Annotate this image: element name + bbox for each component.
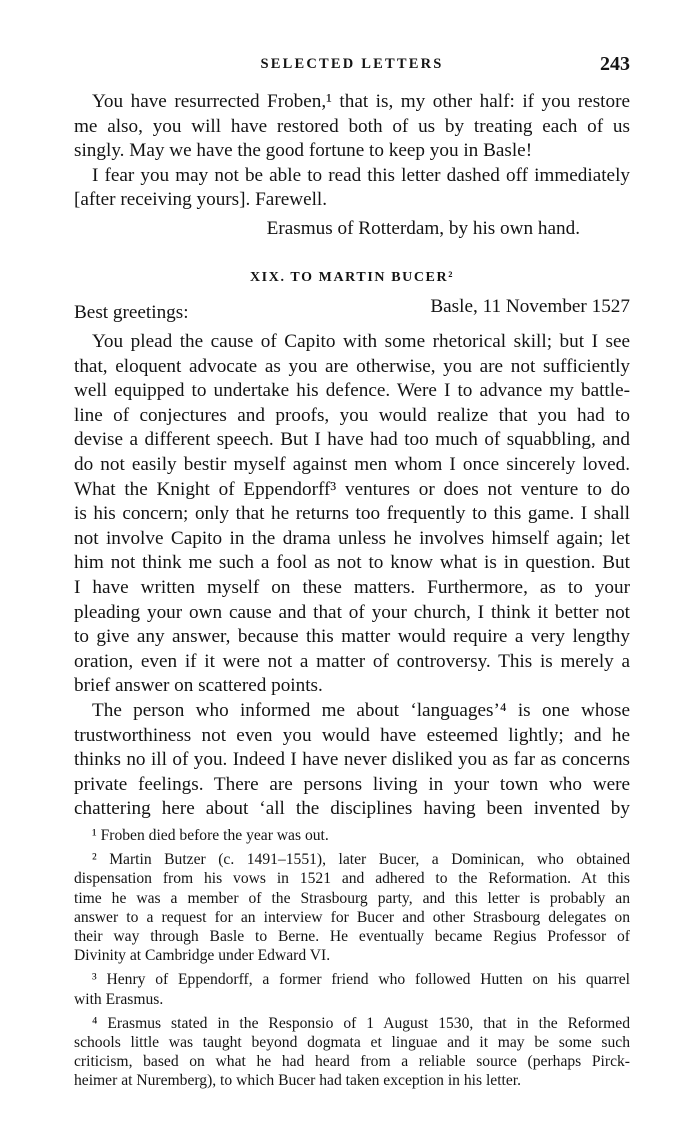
- footnote-3: [74, 970, 630, 1008]
- footnote-2: [74, 850, 630, 965]
- footnote-4: [74, 1014, 630, 1091]
- footnote-line: heimer at Nuremberg), to which Bucer had taken exception in his letter.: [74, 1072, 522, 1090]
- running-head: [74, 53, 630, 80]
- text-line: I have written myself on these matters. Furthermore, as to your: [74, 576, 630, 598]
- footnotes: [74, 826, 630, 1095]
- footnote-line: criticism, based on what he had heard from a reliable source (perhaps Pirck-: [74, 1053, 630, 1071]
- footnote-line: Divinity at Cambridge under Edward VI.: [74, 947, 331, 965]
- place-and-date: Basle, 11 November 1527: [430, 296, 630, 317]
- footnote-line: ³ Henry of Eppendorff, a former friend who followed Hutten on his quarrel: [92, 971, 630, 989]
- text-line: me also, you will have restored both of us by treating each of us: [74, 115, 630, 137]
- footnote-line: answer to a request for an interview for Bucer and other Strasbourg delegates on: [74, 908, 630, 926]
- text-line: brief answer on scattered points.: [74, 675, 323, 697]
- text-line: private feelings. There are persons living in your town who were: [74, 773, 630, 795]
- text-line: singly. May we have the good fortune to keep you in Basle!: [74, 140, 533, 162]
- text-line: oration, even if it were not a matter of controversy. This is merely a: [74, 650, 630, 672]
- letter-body: [74, 330, 630, 822]
- text-line: not involve Capito in the drama unless he involves himself again; let: [74, 527, 630, 549]
- signature: Erasmus of Rotterdam, by his own hand.: [266, 217, 580, 239]
- text-line: You plead the cause of Capito with some rhetorical skill; but I see: [92, 331, 630, 352]
- footnote-line: ² Martin Butzer (c. 1491–1551), later Bucer, a Dominican, who obtained: [92, 851, 630, 869]
- text-line: thinks no ill of you. Indeed I have never disliked you as far as concerns: [74, 749, 630, 771]
- text-line: line of conjectures and proofs, you would realize that you had to: [74, 404, 630, 426]
- footnote-line: time he was a member of the Strasbourg party, and this letter is probably an: [74, 889, 630, 907]
- text-line: to give any answer, because this matter would require a very lengthy: [74, 626, 630, 648]
- text-line: do not easily bestir myself against men whom I once sincerely loved.: [74, 453, 630, 475]
- text-line: [after receiving yours]. Farewell.: [74, 189, 328, 211]
- text-line: What the Knight of Eppendorff³ ventures or does not venture to do: [74, 478, 630, 500]
- running-head-title: SELECTED LETTERS: [260, 56, 444, 72]
- footnote-line: dispensation from his vows in 1521 and adhered to the Reformation. At this: [74, 870, 630, 888]
- footnote-line: their way through Basle to Berne. He eventually became Regius Professor of: [74, 927, 630, 945]
- footnote-line: ⁴ Erasmus stated in the Responsio of 1 August 1530, that in the Reformed: [92, 1014, 630, 1032]
- text-line: pleading your own cause and that of your church, I think it better not: [74, 601, 630, 623]
- footnote-line: with Erasmus.: [74, 990, 164, 1008]
- footnote-1: [74, 826, 630, 845]
- greeting-row: [74, 296, 630, 324]
- greeting: Best greetings:: [74, 302, 189, 323]
- text-line: You have resurrected Froben,¹ that is, my other half: if you restore: [92, 91, 630, 112]
- text-line: well equipped to undertake his defence. Were I to advance my battle-: [74, 380, 630, 402]
- text-line: trustworthiness not even you would have esteemed lightly; and he: [74, 724, 630, 746]
- page-number: 243: [600, 53, 630, 75]
- text-line: The person who informed me about ‘languages’⁴ is one whose: [92, 699, 630, 721]
- previous-letter-ending: [74, 90, 630, 242]
- text-line: devise a different speech. But I have had too much of squabbling, and: [74, 429, 630, 451]
- text-line: is his concern; only that he returns too frequently to this game. I shall: [74, 503, 630, 525]
- text-line: that, eloquent advocate as you are otherwise, you are not sufficiently: [74, 355, 630, 377]
- letter-heading: XIX. TO MARTIN BUCER²: [249, 270, 455, 285]
- footnote-line: schools little was taught beyond dogmata et linguae and it may be some such: [74, 1033, 630, 1051]
- footnote-line: ¹ Froben died before the year was out.: [92, 827, 329, 844]
- text-line: I fear you may not be able to read this letter dashed off immediately: [92, 164, 630, 186]
- text-line: him not think me such a fool as not to know what is in question. But: [74, 552, 630, 574]
- text-line: chattering here about ‘all the disciplines having been invented by: [74, 798, 630, 820]
